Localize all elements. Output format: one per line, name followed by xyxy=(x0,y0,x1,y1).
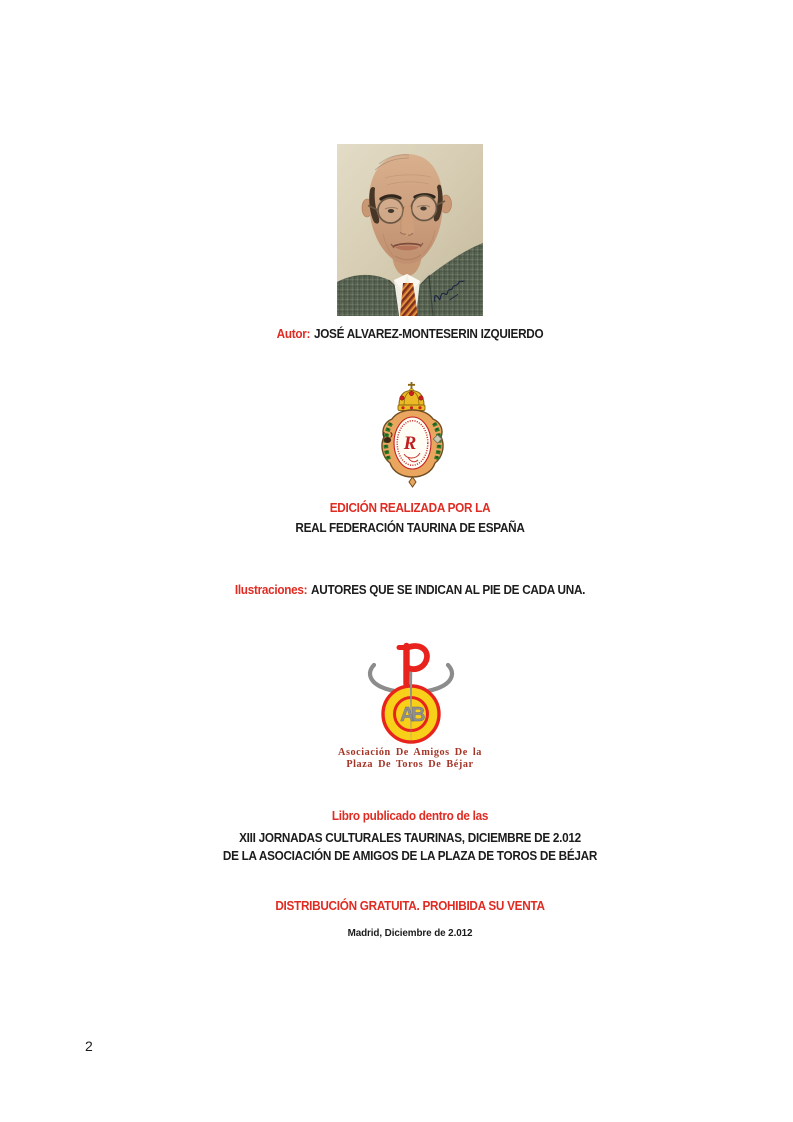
author-line xyxy=(50,327,770,341)
illustrations-text: AUTORES QUE SE INDICAN AL PIE DE CADA UNA. xyxy=(311,583,586,597)
publication-line-3: DE LA ASOCIACIÓN DE AMIGOS DE LA PLAZA DE TOROS DE BÉJAR xyxy=(222,849,598,863)
edition-line-2: REAL FEDERACIÓN TAURINA DE ESPAÑA xyxy=(295,521,525,535)
author-name: JOSÉ ALVAREZ-MONTESERIN IZQUIERDO xyxy=(313,327,544,341)
association-caption-2: Plaza De Toros De Béjar xyxy=(346,759,474,770)
association-logo xyxy=(361,641,461,753)
page-number: 2 xyxy=(85,1038,93,1054)
crest-monogram: R xyxy=(403,433,417,454)
illustrations-label: Ilustraciones: xyxy=(234,583,308,597)
author-label: Autor: xyxy=(276,327,311,341)
edition-line-1: EDICIÓN REALIZADA POR LA xyxy=(329,501,491,515)
royal-federation-crest xyxy=(374,381,451,488)
illustrations-line xyxy=(50,583,770,597)
distribution-notice: DISTRIBUCIÓN GRATUITA. PROHIBIDA SU VENTA xyxy=(275,899,545,913)
crown xyxy=(398,391,425,411)
place-date: Madrid, Diciembre de 2.012 xyxy=(347,927,473,939)
sword-hilt xyxy=(399,646,427,684)
publication-intro: Libro publicado dentro de las xyxy=(331,809,489,823)
publication-line-2: XIII JORNADAS CULTURALES TAURINAS, DICIEMBRE DE 2.012 xyxy=(239,831,581,845)
author-portrait-photo xyxy=(337,144,483,316)
association-caption-1: Asociación De Amigos De la xyxy=(338,747,482,758)
association-monogram: AB xyxy=(400,704,422,726)
